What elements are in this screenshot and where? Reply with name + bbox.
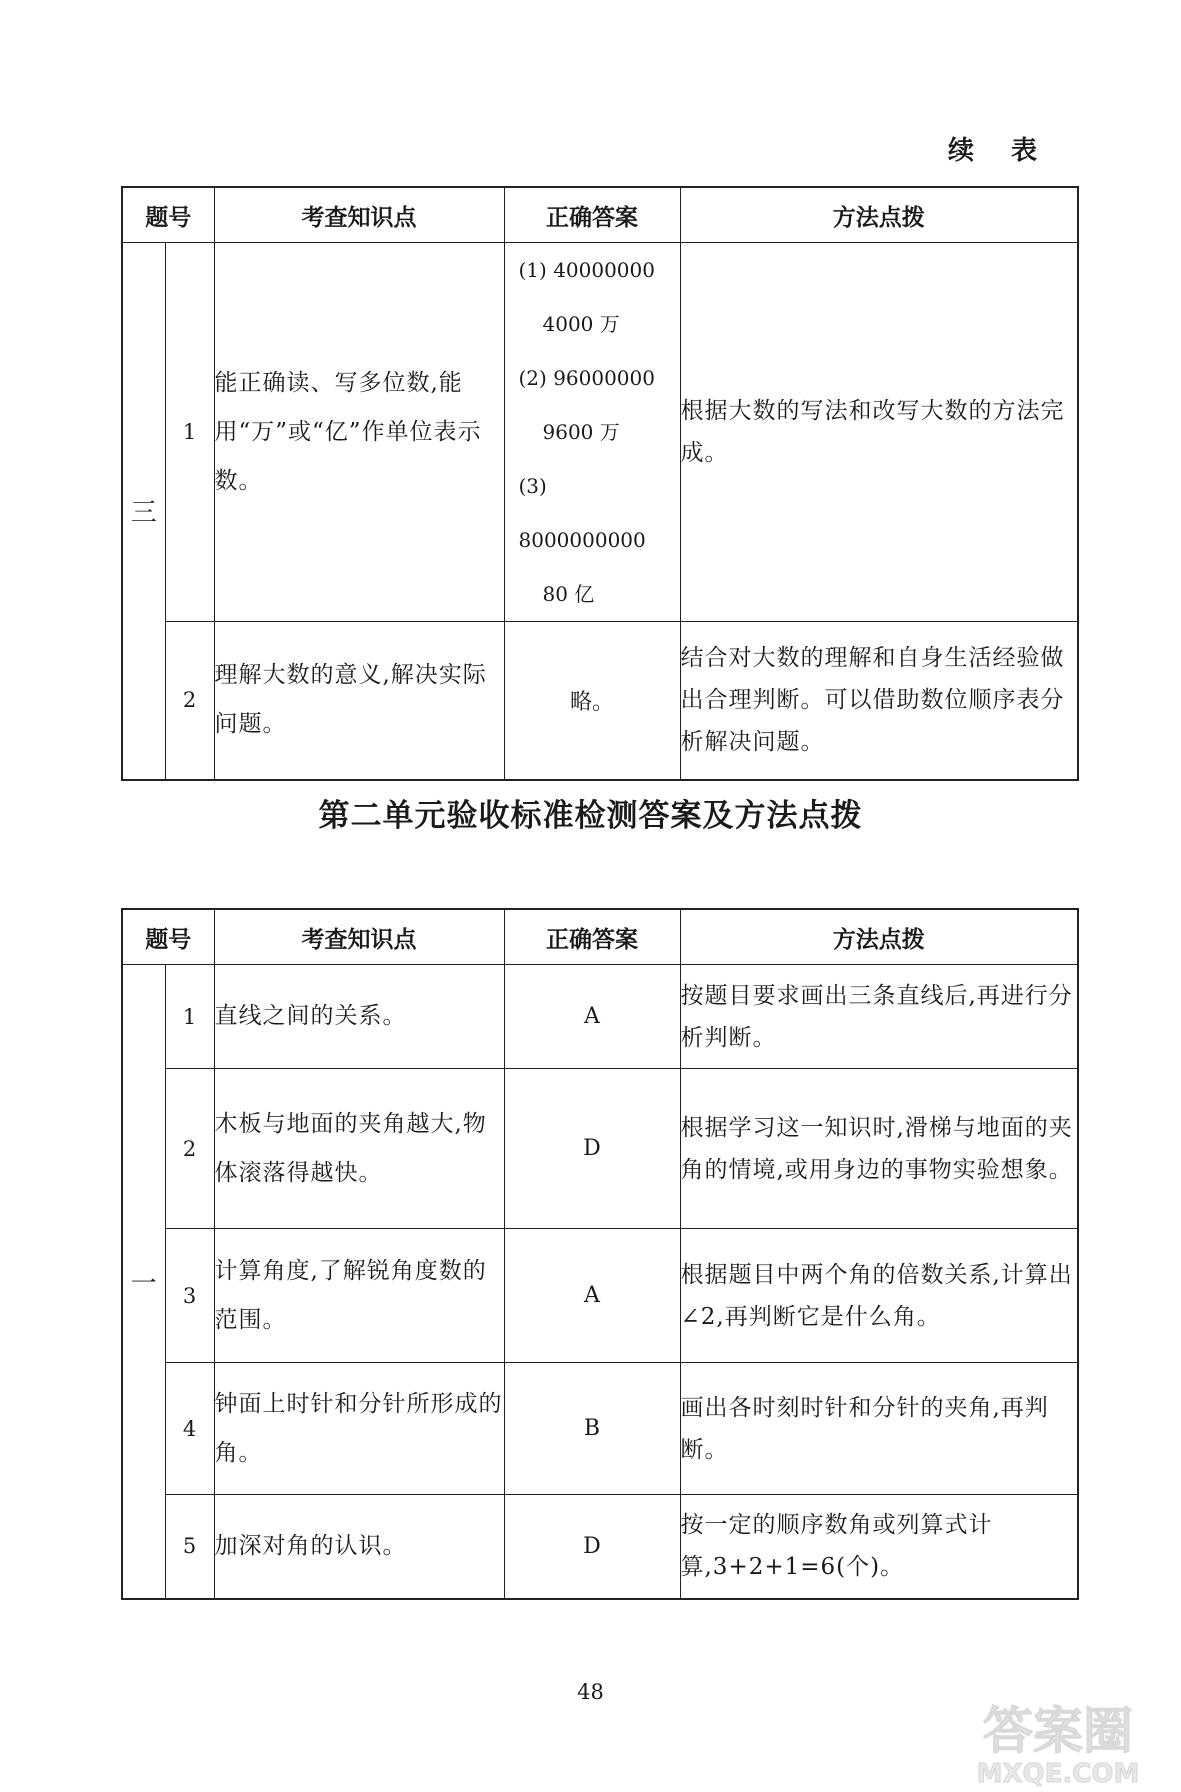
table-header-row — [122, 909, 1078, 965]
correct-answer: A — [504, 1229, 680, 1363]
table-row — [122, 1229, 1078, 1363]
correct-answer-list — [504, 243, 680, 622]
method-tip: 按题目要求画出三条直线后,再进行分析判断。 — [680, 965, 1078, 1069]
method-tip: 根据学习这一知识时,滑梯与地面的夹角的情境,或用身边的事物实验想象。 — [680, 1069, 1078, 1229]
knowledge-point: 能正确读、写多位数,能用“万”或“亿”作单位表示数。 — [214, 243, 504, 622]
table-row — [122, 1069, 1078, 1229]
header-correct-answer: 正确答案 — [504, 909, 680, 965]
svg-text:答案圈: 答案圈 — [983, 1702, 1133, 1760]
method-tip: 画出各时刻时针和分针的夹角,再判断。 — [680, 1363, 1078, 1495]
method-tip: 根据题目中两个角的倍数关系,计算出∠2,再判断它是什么角。 — [680, 1229, 1078, 1363]
knowledge-point: 计算角度,了解锐角度数的范围。 — [214, 1229, 504, 1363]
answer-line: 4000 万 — [542, 312, 620, 336]
table-row — [122, 1363, 1078, 1495]
question-number: 1 — [165, 243, 214, 622]
knowledge-point: 钟面上时针和分针所形成的角。 — [214, 1363, 504, 1495]
knowledge-point: 加深对角的认识。 — [214, 1495, 504, 1599]
header-question-number: 题号 — [122, 909, 214, 965]
answer-line: 9600 万 — [542, 420, 620, 444]
section-label: 一 — [122, 965, 165, 1599]
knowledge-point: 直线之间的关系。 — [214, 965, 504, 1069]
correct-answer: A — [504, 965, 680, 1069]
table-row — [122, 622, 1078, 780]
answer-line: (2) 96000000 — [518, 366, 655, 390]
header-knowledge-point: 考查知识点 — [214, 187, 504, 243]
table-row — [122, 965, 1078, 1069]
question-number: 2 — [165, 622, 214, 780]
header-method-tip: 方法点拨 — [680, 187, 1078, 243]
watermark-logo — [953, 1690, 1163, 1790]
question-number: 1 — [165, 965, 214, 1069]
method-tip: 结合对大数的理解和自身生活经验做出合理判断。可以借助数位顺序表分析解决问题。 — [680, 622, 1078, 780]
page-number: 48 — [577, 1680, 604, 1704]
header-knowledge-point: 考查知识点 — [214, 909, 504, 965]
knowledge-point: 理解大数的意义,解决实际问题。 — [214, 622, 504, 780]
answer-line: (1) 40000000 — [518, 258, 655, 282]
svg-text:MXQE.COM: MXQE.COM — [976, 1759, 1140, 1789]
correct-answer: B — [504, 1363, 680, 1495]
knowledge-point: 木板与地面的夹角越大,物体滚落得越快。 — [214, 1069, 504, 1229]
question-number: 2 — [165, 1069, 214, 1229]
question-number: 3 — [165, 1229, 214, 1363]
question-number: 5 — [165, 1495, 214, 1599]
table-header-row — [122, 187, 1078, 243]
method-tip: 按一定的顺序数角或列算式计算,3+2+1=6(个)。 — [680, 1495, 1078, 1599]
correct-answer: D — [504, 1069, 680, 1229]
correct-answer: 略。 — [504, 622, 680, 780]
table-row — [122, 243, 1078, 622]
answer-table-continued — [121, 186, 1079, 781]
correct-answer: D — [504, 1495, 680, 1599]
section-label: 三 — [122, 243, 165, 780]
question-number: 4 — [165, 1363, 214, 1495]
table-row — [122, 1495, 1078, 1599]
header-method-tip: 方法点拨 — [680, 909, 1078, 965]
continued-label: 续 表 — [947, 136, 1051, 166]
answer-line: (3) 8000000000 — [518, 474, 646, 552]
header-question-number: 题号 — [122, 187, 214, 243]
header-correct-answer: 正确答案 — [504, 187, 680, 243]
answer-line: 80 亿 — [542, 582, 595, 606]
method-tip: 根据大数的写法和改写大数的方法完成。 — [680, 243, 1078, 622]
answer-table-unit-two — [121, 908, 1079, 1600]
section-title: 第二单元验收标准检测答案及方法点拨 — [318, 798, 863, 834]
